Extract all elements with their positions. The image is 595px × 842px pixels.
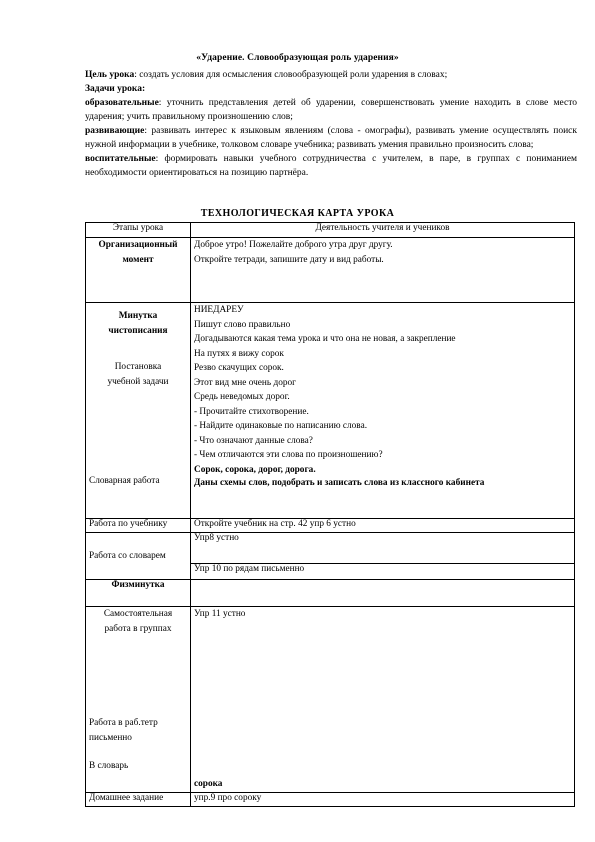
stage-label: чистописания [108,325,168,336]
stage-label: Постановка [114,362,162,372]
stage-label: Минутка [118,311,158,321]
goal-paragraph [85,68,577,82]
header-stage: Этапы урока [86,223,191,238]
stage-cell [86,607,191,793]
activity-line: Догадываются какая тема урока и что она не новая, а закрепление [194,334,456,344]
activity-cell [191,607,575,793]
dev-label: развивающие [85,126,145,136]
stage-label: В словарь [89,761,129,771]
activity-line: Упр 11 устно [194,609,246,619]
stage-label: момент [122,254,154,265]
stage-cell [86,303,191,519]
tasks-label: Задачи урока: [85,84,146,94]
goal-text: : создать условия для осмысления словообразующей роли ударения в словах; [134,70,448,80]
edu-label: образовательные [85,98,159,108]
activity-line: Пишут слово правильно [194,319,291,330]
goal-label: Цель урока [85,70,135,80]
stage-label: работа в группах [104,623,172,634]
activity-cell: Откройте учебник на стр. 42 упр 6 устно [191,519,575,533]
table-row [86,519,575,533]
up-paragraph [85,152,577,180]
up-text: : формировать навыки учебного сотрудничества с учителем, в паре, в группах с пониманием необходимости ориентироваться на позицию партнёра. [85,154,577,178]
activity-cell: упр.9 про сороку [191,793,575,807]
table-row [86,238,575,303]
activity-cell: Упр 10 по рядам письменно [191,564,575,580]
activity-cell [191,238,575,303]
activity-line: - Чем отличаются эти слова по произношению? [194,450,383,460]
edu-paragraph [85,96,577,124]
activity-line-bold: сорока [194,778,223,789]
activity-line: На путях я вижу сорок [194,348,284,359]
activity-line: Доброе утро! Пожелайте доброго утра друг другу. [194,240,393,250]
table-row [86,793,575,807]
header-activity: Деятельность учителя и учеников [191,223,575,238]
table-row [86,533,575,564]
tasks-heading [85,82,577,96]
table-row [86,303,575,519]
activity-cell [191,303,575,519]
activity-line-bold: Даны схемы слов, подобрать и записать слова из классного кабинета [194,478,485,488]
table-header-row [86,223,575,238]
activity-line: Откройте тетради, запишите дату и вид работы. [194,254,384,265]
activity-line: - Прочитайте стихотворение. [194,406,309,417]
table-row [86,580,575,607]
stage-label: Самостоятельная [103,609,173,619]
stage-cell: Работа по учебнику [86,519,191,533]
table-row [86,607,575,793]
stage-label: Словарная работа [89,476,160,486]
activity-line: Этот вид мне очень дорог [194,377,296,388]
activity-cell [191,580,575,607]
up-label: воспитательные [85,154,156,164]
lesson-intro [85,68,577,180]
activity-line: - Найдите одинаковые по написанию слова. [194,421,368,431]
dev-text: : развивать интерес к языковым явлениям (слова - омографы), развивать умение осуществлять поиск нужной информации в учебнике, толковом словаре учебника; развивать умения правильно произносить слова; [85,126,577,150]
dev-paragraph [85,124,577,152]
activity-line: НИЕДАРЕУ [194,305,244,315]
stage-label: учебной задачи [107,376,169,387]
stage-cell: Домашнее задание [86,793,191,807]
stage-cell: Работа со словарем [86,533,191,580]
stage-cell: Физминутка [86,580,191,607]
stage-label: Работа в раб.тетр [89,718,158,728]
activity-line: Средь неведомых дорог. [194,392,290,402]
document-title: «Ударение. Словообразующая роль ударения» [196,53,399,63]
activity-line-bold: Сорок, сорока, дорог, дорога. [194,464,316,475]
stage-label: письменно [89,732,132,743]
table-title: ТЕХНОЛОГИЧЕСКАЯ КАРТА УРОКА [200,208,395,219]
stage-cell [86,238,191,303]
activity-line: - Что означают данные слова? [194,435,313,446]
lesson-map-table [85,222,575,807]
activity-line: Резво скачущих сорок. [194,363,284,373]
edu-text: : уточнить представления детей об ударении, совершенствовать умение находить в слове место ударения; учить правильному произношению слов; [85,98,577,122]
activity-cell: Упр8 устно [191,533,575,564]
stage-label: Организационный [98,240,178,250]
